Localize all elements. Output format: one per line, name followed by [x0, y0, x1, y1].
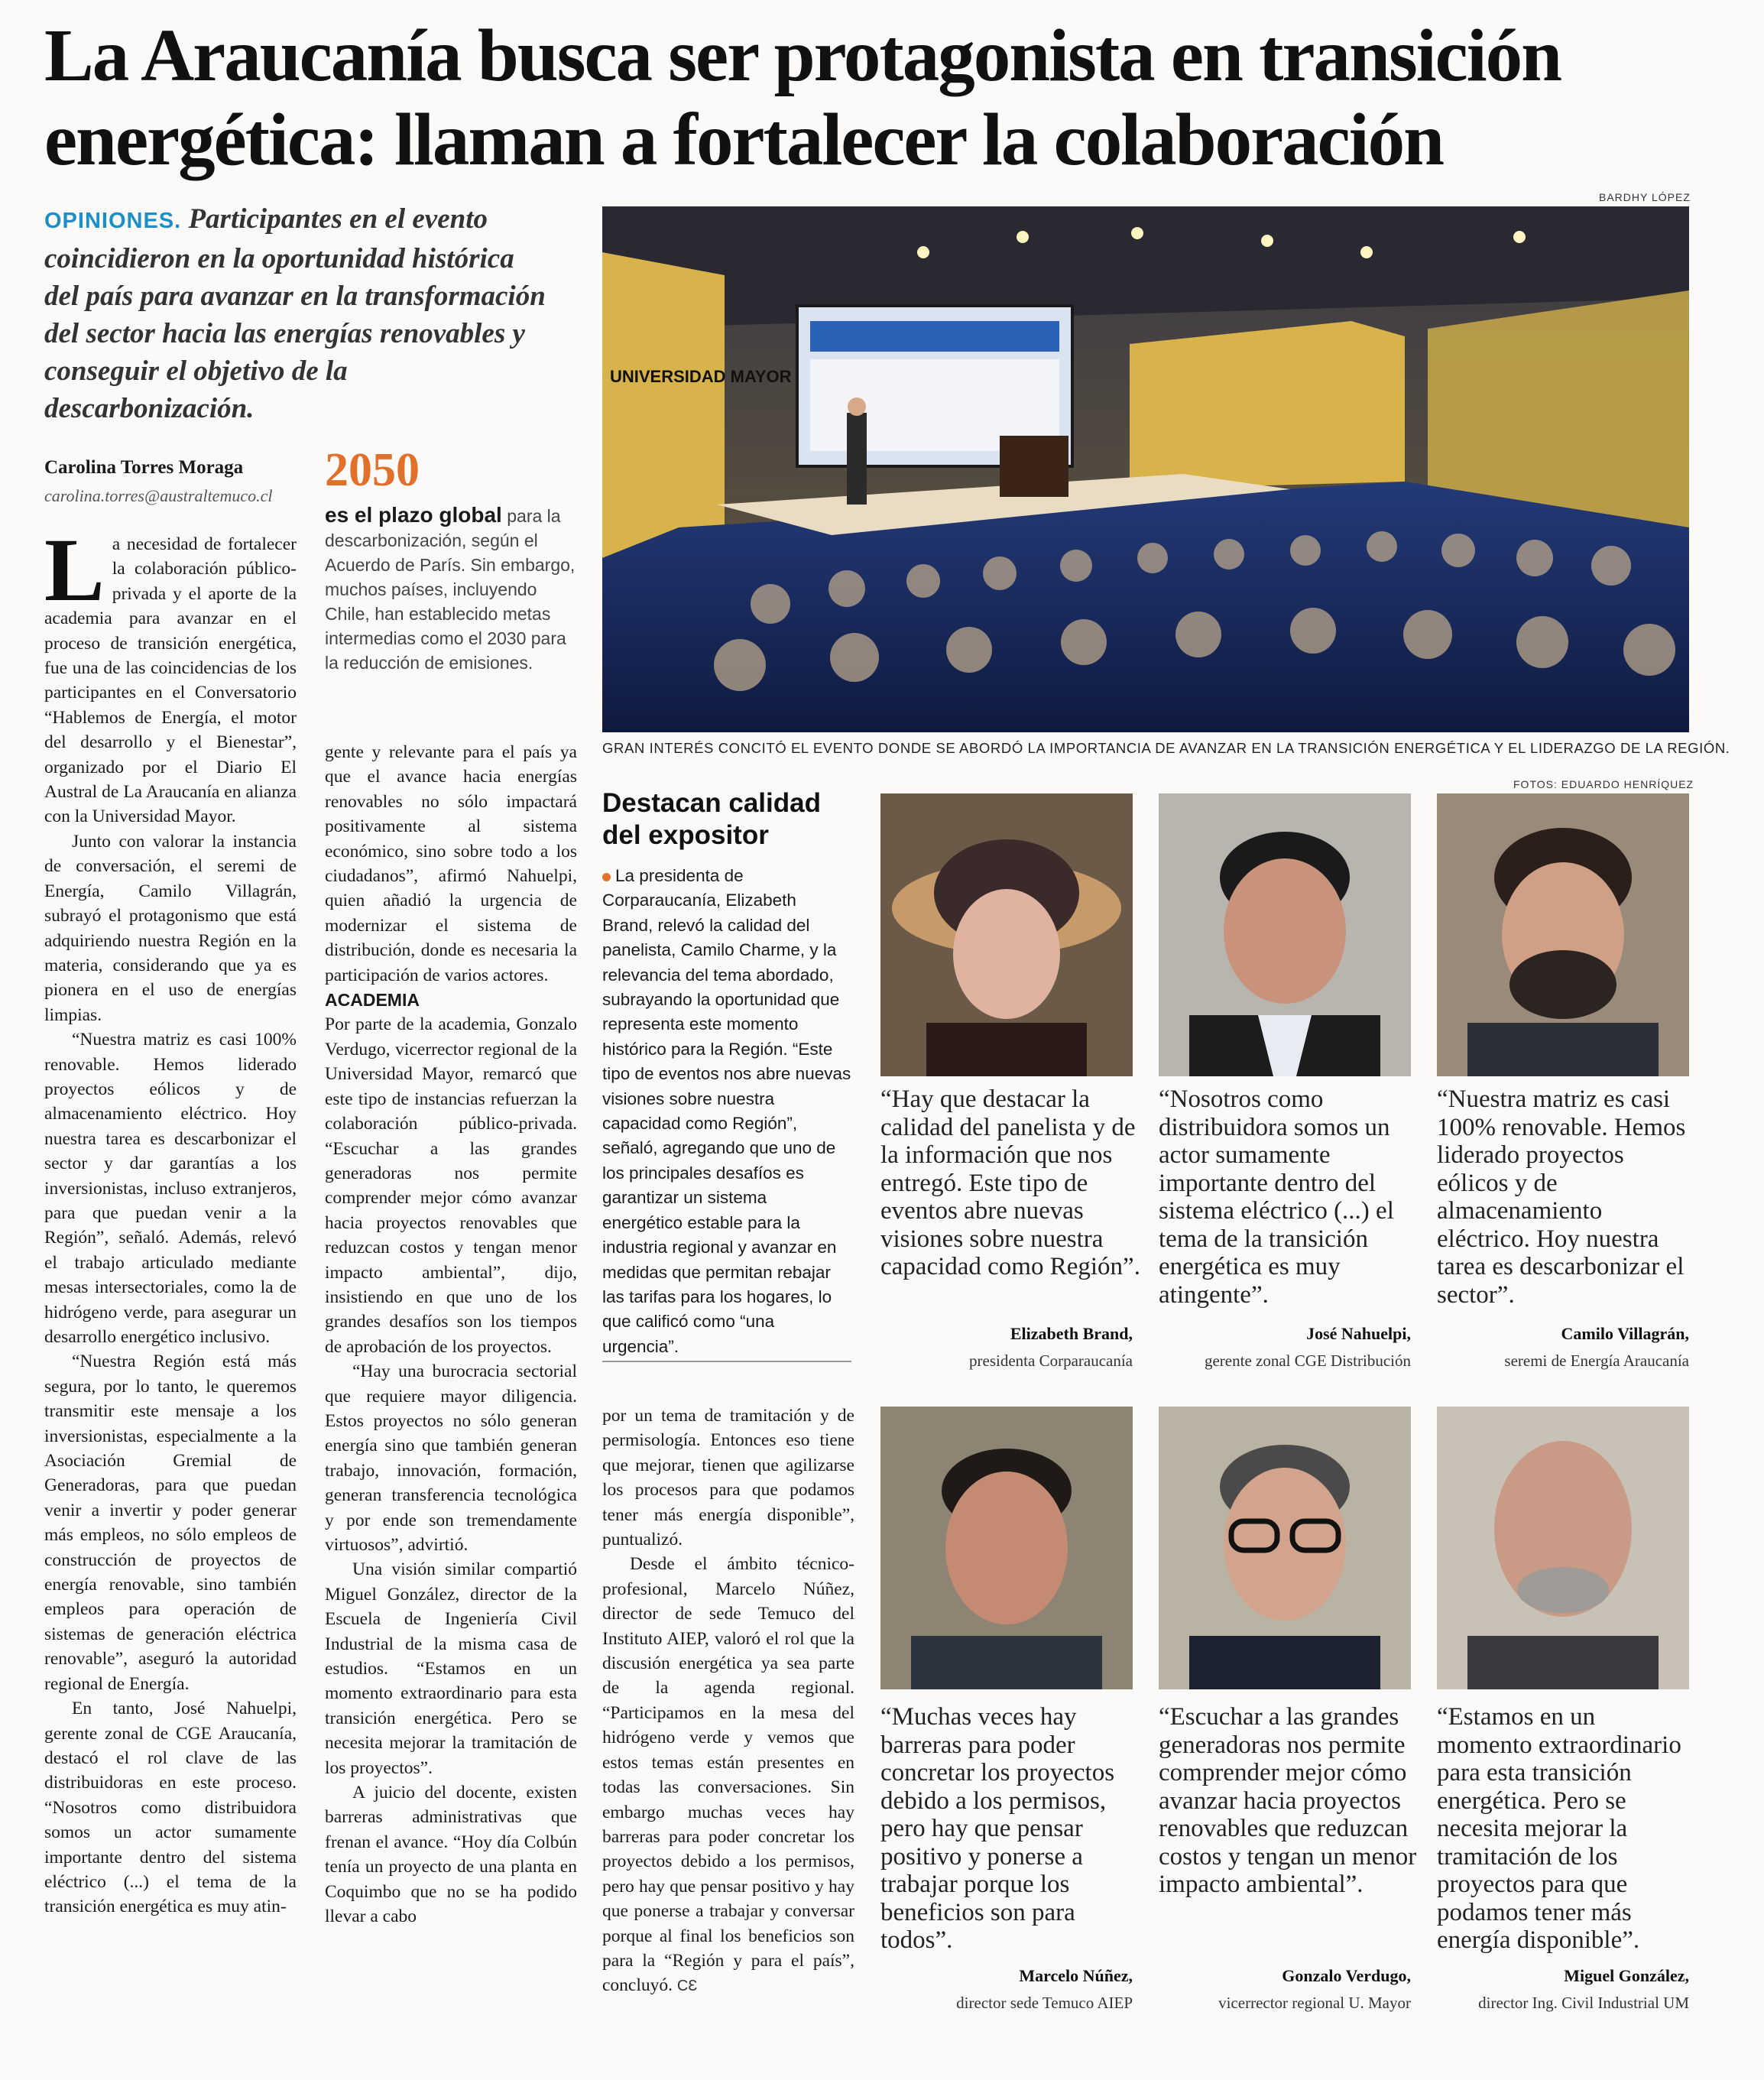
headline [44, 14, 1726, 182]
stat-text [325, 503, 577, 675]
portrait-photo [880, 793, 1133, 1076]
sidebar-text: La presidenta de Corparaucanía, Elizabeth Brand, relevó la calidad del panelista, Camilo Charme, y la relevancia del tema abordado, subrayando la oportunidad que representa este momento histórico para la Región. “Este tipo de eventos nos abre nuevas visiones sobre nuestra capacidad como Región”, señaló, agregando que uno de los principales desafíos es garantizar un sistema energético estable para la industria regional y avanzar en medidas que permitan rebajar las tarifas para los hogares, lo que calificó como “una urgencia”. [602, 866, 851, 1356]
sidebar-body [602, 864, 851, 1359]
headline-line-1: La Araucanía busca ser protagonista en transición [44, 15, 1561, 96]
quote-text: “Nuestra matriz es casi 100% renovable. Hemos liderado proyectos eólicos y de almacenamiento eléctrico. Hoy nuestra tarea es descarbonizar el sector”. [1437, 1085, 1686, 1309]
stat-body: para la descarbonización, según el Acuerdo de París. Sin embargo, muchos países, incluyendo Chile, han establecido metas intermedias como el 2030 para la reducción de emisiones. [325, 506, 576, 673]
body-paragraph: Una visión similar compartió Miguel González, director de la Escuela de Ingeniería Civil Industrial de la misma casa de estudios. “Estamos en un momento extraordinario para esta transición energética. Pero se necesita mejorar la tramitación de los proyectos”. [325, 1559, 577, 1778]
photo-caption: GRAN INTERÉS CONCITÓ EL EVENTO DONDE SE ABORDÓ LA IMPORTANCIA DE AVANZAR EN LA TRANSICIÓN ENERGÉTICA Y EL LIDERAZGO DE LA REGIÓN. [602, 740, 1730, 756]
quote-name: Elizabeth Brand, [1010, 1324, 1133, 1343]
quote-role: presidenta Corparaucanía [969, 1352, 1133, 1370]
portrait-camilo-villagran [1437, 793, 1689, 1076]
body-paragraph: Junto con valorar la instancia de conversación, el seremi de Energía, Camilo Villagrán, subrayó el protagonismo que está adquiriendo nuestra Región en la materia, considerando que ya es pionera en el uso de energías limpias. [44, 831, 297, 1025]
portrait-photo [1437, 793, 1689, 1076]
lead-text: Participantes en el evento coincidieron en la oportunidad histórica del país para avanzar en la transformación del sector hacia las energías renovables y conseguir el objetivo de la descarbonización. [44, 203, 546, 424]
event-photo [602, 206, 1689, 732]
sidebar-title: Destacan calidad del expositor [602, 788, 821, 850]
quote-text: “Muchas veces hay barreras para poder concretar los proyectos debido a los permisos, pero hay que pensar positivo y ponerse a trabajar porque los beneficios son para todos”. [880, 1703, 1115, 1954]
body-paragraph: “Hay una burocracia sectorial que requiere mayor diligencia. Estos proyectos no sólo generan energía sino que también generan trabajo, innovación, formación, generan transferencia tecnológica y por ende son tremendamente virtuosos”, advirtió. [325, 1361, 577, 1555]
quote-text: “Escuchar a las grandes generadoras nos permite comprender mejor cómo avanzar hacia proyectos renovables que reduzcan costos y tengan un menor impacto ambiental”. [1159, 1703, 1417, 1898]
portrait-gonzalo-verdugo [1159, 1407, 1411, 1689]
portrait-photo [1159, 793, 1411, 1076]
portrait-jose-nahuelpi [1159, 793, 1411, 1076]
portrait-miguel-gonzalez [1437, 1407, 1689, 1689]
bullet-icon [602, 873, 611, 881]
headline-line-2: energética: llaman a fortalecer la colaboración [44, 99, 1444, 180]
portrait-photo [1437, 1407, 1689, 1689]
photo-credit: BARDHY LÓPEZ [1599, 191, 1691, 203]
body-paragraph: En tanto, José Nahuelpi, gerente zonal de CGE Araucanía, destacó el rol clave de las distribuidoras en este proceso. “Nosotros como distribuidora somos un actor sumamente importante dentro del sistema eléctrico (...) el tema de la transición energética es muy atin- [44, 1699, 297, 1917]
portrait-photo [1159, 1407, 1411, 1689]
body-column-1 [44, 520, 297, 1919]
sidebar-divider [602, 1361, 851, 1362]
quote-name: Camilo Villagrán, [1561, 1324, 1689, 1343]
quote-name: José Nahuelpi, [1306, 1324, 1411, 1343]
lead-kicker: OPINIONES. [44, 209, 182, 233]
body-paragraph: gente y relevante para el país ya que el avance hacia energías renovables no sólo impactará positivamente al sistema económico, sino sobre todo a los ciudadanos”, afirmó Nahuelpi, quien añadió la urgencia de modernizar el sistema de distribución, donde es necesaria la participación de varios actores. [325, 742, 577, 985]
body-paragraph: “Nuestra matriz es casi 100% renovable. Hemos liderado proyectos eólicos y de almacenamiento eléctrico. Hoy nuestra tarea es descarbonizar el sector y dar garantías a los inversionistas, incluso extranjeros, para que puedan venir a la Región”, señaló. Además, relevó el trabajo articulado mediante mesas intersectoriales, como la de hidrógeno verde, para asegurar un desarrollo energético inclusivo. [44, 1030, 297, 1347]
stat-number: 2050 [325, 444, 420, 496]
body-paragraph: A juicio del docente, existen barreras administrativas que frenan el avance. “Hoy día Colbún tenía un proyecto de una planta en Coquimbo que no se ha podido llevar a cabo [325, 1783, 577, 1927]
quote-role: director sede Temuco AIEP [956, 1994, 1133, 2012]
byline-author: Carolina Torres Moraga [44, 457, 244, 478]
quote-name: Miguel González, [1564, 1966, 1689, 1985]
portrait-marcelo-nunez [880, 1407, 1133, 1689]
body-paragraph: “Nuestra Región está más segura, por lo tanto, le queremos transmitir este mensaje a los inversionistas, especialmente a la Asociación Gremial de Generadoras, para que puedan venir a invertir y poder generar más empleos, no sólo empleos de construcción de proyectos de energía renovable, sino también empleos para operación de sistemas de generación eléctrica renovable”, aseguró la autoridad regional de Energía. [44, 1352, 297, 1694]
quote-text: “Nosotros como distribuidora somos un actor sumamente importante dentro del sistema eléctrico (...) el tema de la transición energética es muy atingente”. [1159, 1085, 1394, 1309]
body-paragraph: La necesidad de fortalecer la colaboración público-privada y el aporte de la academia para avanzar en el proceso de transición energética, fue una de las coincidencias de los participantes en el Conversatorio “Hablemos de Energía, el motor del desarrollo y el Bienestar”, organizado por el Diario El Austral de La Araucanía en alianza con la Universidad Mayor. [44, 520, 297, 827]
body-paragraph: Por parte de la academia, Gonzalo Verdugo, vicerrector regional de la Universidad Mayor, remarcó que este tipo de instancias refuerzan la colaboración público-privada. “Escuchar a las grandes generadoras nos permite comprender mejor cómo avanzar hacia proyectos renovables que reduzcan costos y tengan menor impacto ambiental”, dijo, insistiendo en que uno de los grandes desafíos son los tiempos de aprobación de los proyectos. [325, 1014, 577, 1357]
auditorium-illustration [602, 206, 1689, 732]
portrait-photo [880, 1407, 1133, 1689]
quote-role: director Ing. Civil Industrial UM [1478, 1994, 1689, 2012]
dropcap: L [44, 520, 105, 620]
end-mark-icon: CƐ [676, 1978, 698, 1995]
portraits-credit: FOTOS: EDUARDO HENRÍQUEZ [1513, 778, 1694, 790]
section-subhead-academia: ACADEMIA [325, 990, 420, 1011]
body-paragraph: Desde el ámbito técnico-profesional, Marcelo Núñez, director de sede Temuco del Instituto AIEP, valoró el rol que la discusión energética ya sea parte de la agenda regional. “Participamos en la mesa del hidrógeno verde y vemos que estos temas están presentes en todas las conversaciones. Sin embargo muchas veces hay barreras para poder concretar los proyectos debido a los permisos, pero hay que pensar positivo y hay que ponerse a trabajar y conversar porque al final los beneficios son para la “Región y para el país”, concluyó. CƐ [602, 1554, 854, 1996]
quote-name: Marcelo Núñez, [1019, 1966, 1133, 1985]
body-column-3 [602, 1403, 854, 1999]
quote-role: gerente zonal CGE Distribución [1204, 1352, 1411, 1370]
stat-bold: es el plazo global [325, 503, 502, 527]
body-paragraph: por un tema de tramitación y de permisología. Entonces eso tiene que mejorar, tienen que agilizarse los procesos para que podamos tener más energía disponible”, puntualizó. [602, 1406, 854, 1550]
portrait-elizabeth-brand [880, 793, 1133, 1076]
body-column-2 [325, 740, 577, 1929]
quote-text: “Estamos en un momento extraordinario para esta transición energética. Pero se necesita mejorar la tramitación de los proyectos para que podamos tener más energía disponible”. [1437, 1703, 1681, 1954]
university-logo-text: UNIVERSIDAD MAYOR [610, 367, 792, 386]
quote-role: vicerrector regional U. Mayor [1218, 1994, 1411, 2012]
byline-email[interactable]: carolina.torres@australtemuco.cl [44, 486, 273, 505]
quote-text: “Hay que destacar la calidad del panelista y de la información que nos entregó. Este tipo de eventos abre nuevas visiones sobre nuestra capacidad como Región”. [880, 1085, 1140, 1280]
lead-paragraph [44, 200, 549, 427]
quote-role: seremi de Energía Araucanía [1504, 1352, 1689, 1370]
quote-name: Gonzalo Verdugo, [1282, 1966, 1411, 1985]
